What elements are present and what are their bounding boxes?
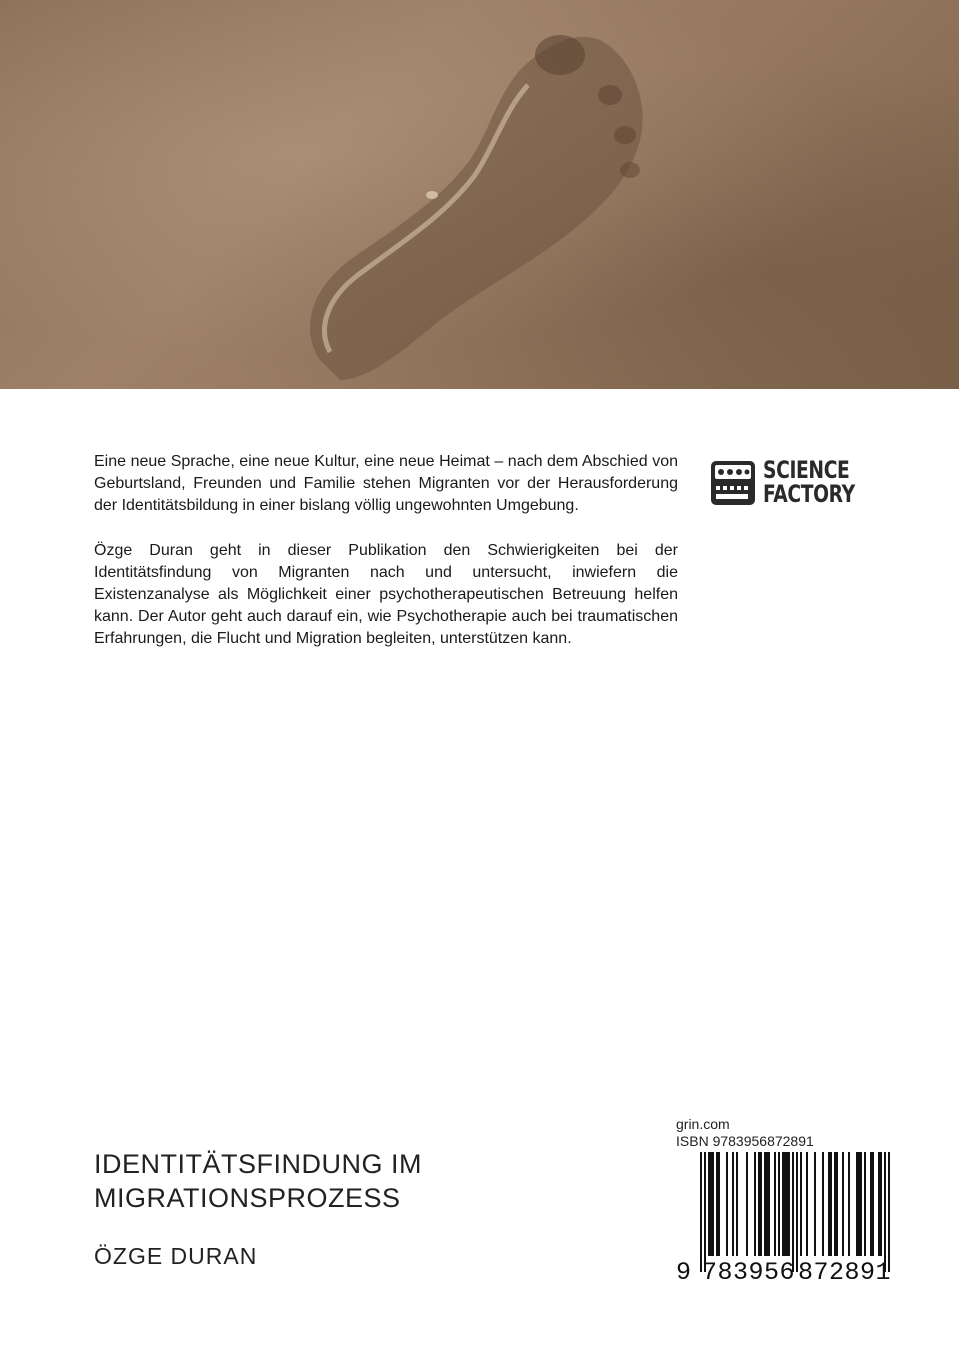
logo-wordmark — [763, 458, 855, 506]
title-line-2: MIGRATIONSPROZESS — [94, 1183, 401, 1213]
back-cover-blurb — [94, 451, 678, 673]
barcode-bar — [888, 1152, 890, 1272]
barcode-bar — [878, 1152, 880, 1256]
barcode-bar — [806, 1152, 808, 1256]
barcode-bar — [782, 1152, 784, 1256]
barcode-lead-digit: 9 — [676, 1258, 692, 1287]
barcode-bar — [764, 1152, 766, 1256]
author-name: ÖZGE DURAN — [94, 1243, 258, 1269]
barcode-bar — [732, 1152, 734, 1256]
barcode-bar — [786, 1152, 788, 1256]
barcode-bar — [726, 1152, 728, 1256]
barcode-bar — [860, 1152, 862, 1256]
barcode-bar — [800, 1152, 802, 1256]
barcode-bar — [830, 1152, 832, 1256]
title-line-1: IDENTITÄTSFINDUNG IM — [94, 1149, 422, 1179]
barcode-bar — [768, 1152, 770, 1256]
barcode-bar — [856, 1152, 858, 1256]
barcode-bar — [716, 1152, 718, 1256]
barcode-bar — [704, 1152, 706, 1272]
barcode-bar — [736, 1152, 738, 1256]
barcode-bar — [858, 1152, 860, 1256]
logo-line-2: FACTORY — [763, 480, 855, 508]
barcode-bar — [822, 1152, 824, 1256]
barcode-bar — [766, 1152, 768, 1256]
barcode-left-digits: 783956 — [702, 1258, 796, 1287]
barcode-bar — [848, 1152, 850, 1256]
barcode-bar — [784, 1152, 786, 1256]
barcode-bar — [842, 1152, 844, 1256]
barcode-bar — [870, 1152, 872, 1256]
isbn-label: ISBN 9783956872891 — [676, 1133, 814, 1149]
barcode-bar — [884, 1152, 886, 1272]
barcode-bar — [834, 1152, 836, 1256]
barcode-bar — [778, 1152, 780, 1256]
barcode-bar — [872, 1152, 874, 1256]
barcode-bar — [796, 1152, 798, 1272]
cover-photo-footprint — [0, 0, 959, 389]
barcode-bar — [710, 1152, 712, 1256]
barcode-bar — [788, 1152, 790, 1256]
barcode-bar — [754, 1152, 756, 1256]
publisher-info — [676, 1116, 814, 1150]
barcode-bar — [792, 1152, 794, 1272]
barcode-bar — [814, 1152, 816, 1256]
book-title — [94, 1147, 422, 1215]
barcode-bar — [836, 1152, 838, 1256]
science-factory-logo — [710, 458, 870, 508]
barcode-bar — [712, 1152, 714, 1256]
barcode-bar — [774, 1152, 776, 1256]
blurb-paragraph-2: Özge Duran geht in dieser Publikation den Schwierigkeiten bei der Identitätsfindung von Migranten nach und untersucht, inwiefern die Existenzanalyse als Möglichkeit einer psychotherapeutischen Betreuung helfen kann. Der Autor geht auch darauf ein, wie Psychotherapie auch bei traumatischen Erfahrungen, die Flucht und Migration begleiten, unterstützen kann. — [94, 541, 678, 648]
barcode-bar — [708, 1152, 710, 1256]
blurb-paragraph-1: Eine neue Sprache, eine neue Kultur, eine neue Heimat – nach dem Abschied von Geburtsland, Freunden und Familie stehen Migranten vor der Herausforderung der Identitätsbildung in einer bislang völlig ungewohnten Umgebung. — [94, 453, 678, 515]
publisher-site: grin.com — [676, 1116, 730, 1132]
barcode-bar — [700, 1152, 702, 1272]
barcode-bar — [758, 1152, 760, 1256]
barcode-bar — [828, 1152, 830, 1256]
barcode-bar — [760, 1152, 762, 1256]
science-factory-logo-icon — [710, 460, 756, 506]
logo-line-1: SCIENCE — [763, 456, 850, 484]
barcode-bar — [718, 1152, 720, 1256]
barcode-bar — [864, 1152, 866, 1256]
barcode-bar — [746, 1152, 748, 1256]
footprint-illustration — [0, 0, 959, 389]
barcode-right-digits: 872891 — [798, 1258, 892, 1287]
barcode-bar — [880, 1152, 882, 1256]
